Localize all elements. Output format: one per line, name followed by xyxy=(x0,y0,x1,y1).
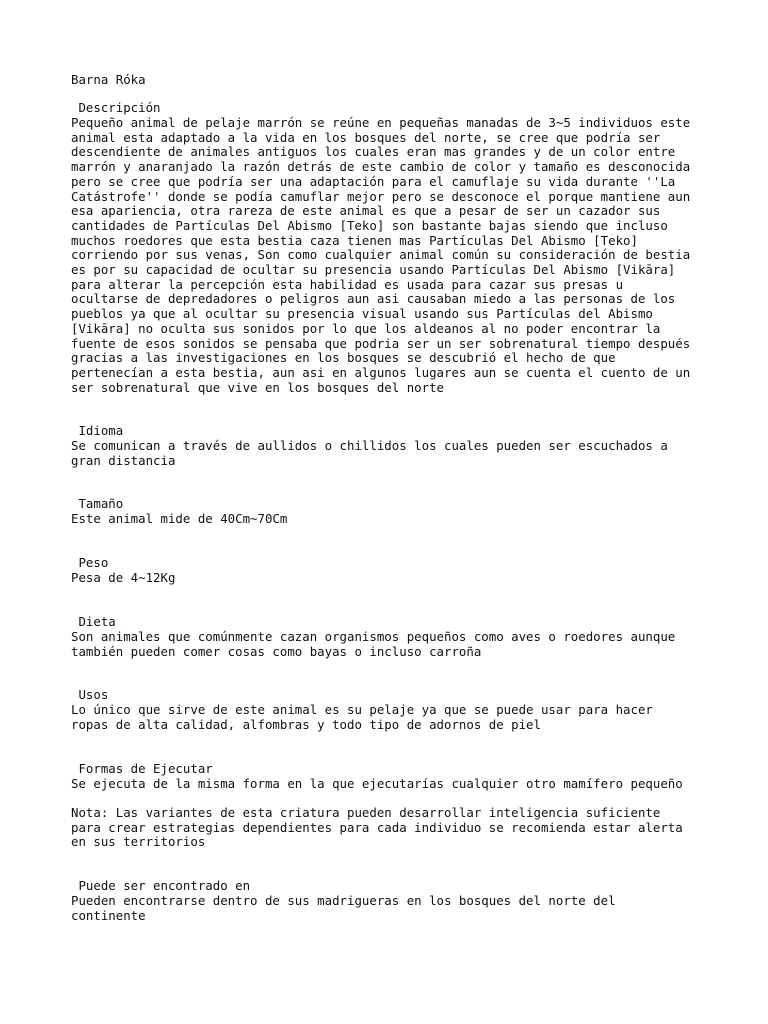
section-body-puede-ser-encontrado: Pueden encontrarse dentro de sus madrigueras en los bosques del norte del continente xyxy=(71,893,616,923)
section-heading-puede-ser-encontrado: Puede ser encontrado en xyxy=(71,878,251,893)
section-heading-formas-de-ejecutar: Formas de Ejecutar xyxy=(71,761,213,776)
section-heading-tamano: Tamaño xyxy=(71,496,124,511)
section-body-formas-de-ejecutar: Se ejecuta de la misma forma en la que ejecutarías cualquier otro mamífero pequeño xyxy=(71,776,683,791)
section-body-idioma: Se comunican a través de aullidos o chillidos los cuales pueden ser escuchados a gran distancia xyxy=(71,438,668,468)
section-heading-dieta: Dieta xyxy=(71,614,116,629)
document-title: Barna Róka xyxy=(71,72,146,87)
section-body-tamano: Este animal mide de 40Cm~70Cm xyxy=(71,511,288,526)
section-body-dieta: Son animales que comúnmente cazan organismos pequeños como aves o roedores aunque también pueden comer cosas como bayas o incluso carroña xyxy=(71,629,676,659)
section-heading-descripcion: Descripción xyxy=(71,100,161,115)
section-body-nota: Nota: Las variantes de esta criatura pueden desarrollar inteligencia suficiente para crear estrategias dependientes para cada individuo se recomienda estar alerta en sus territorios xyxy=(71,805,683,850)
section-heading-usos: Usos xyxy=(71,687,109,702)
section-heading-idioma: Idioma xyxy=(71,423,124,438)
section-heading-peso: Peso xyxy=(71,555,109,570)
section-body-usos: Lo único que sirve de este animal es su pelaje ya que se puede usar para hacer ropas de alta calidad, alfombras y todo tipo de adornos de piel xyxy=(71,702,653,732)
section-body-descripcion: Pequeño animal de pelaje marrón se reúne en pequeñas manadas de 3~5 individuos este animal esta adaptado a la vida en los bosques del norte, se cree que podría ser descendiente de animales antiguos los cuales eran mas grandes y de un color entre marrón y anaranjado la razón detrás de este cambio de color y tamaño es desconocida pero se cree que podría ser una adaptación para el camuflaje su vida durante ''La Catástrofe'' donde se podía camuflar mejor pero se desconoce el porque mantiene aun esa apariencia, otra rareza de este animal es que a pesar de ser un cazador sus cantidades de Partículas Del Abismo [Teko] son bastante bajas siendo que incluso muchos roedores que esta bestia caza tienen mas Partículas Del Abismo [Teko] corriendo por sus venas, Son como cualquier animal común su consideración de bestia es por su capacidad de ocultar su presencia usando Partículas Del Abismo [Vikāra] para alterar la percepción esta habilidad es usada para cazar sus presas u ocultarse de depredadores o peligros aun asi causaban miedo a las personas de los pueblos ya que al ocultar su presencia visual usando sus Partículas del Abismo [Vikāra] no oculta sus sonidos por lo que los aldeanos al no poder encontrar la fuente de esos sonidos se pensaba que podria ser un ser sobrenatural tiempo después gracias a las investigaciones en los bosques se descubrió el hecho de que pertenecían a esta bestia, aun asi en algunos lugares aun se cuenta el cuento de un ser sobrenatural que vive en los bosques del norte xyxy=(71,115,691,395)
section-body-peso: Pesa de 4~12Kg xyxy=(71,570,176,585)
